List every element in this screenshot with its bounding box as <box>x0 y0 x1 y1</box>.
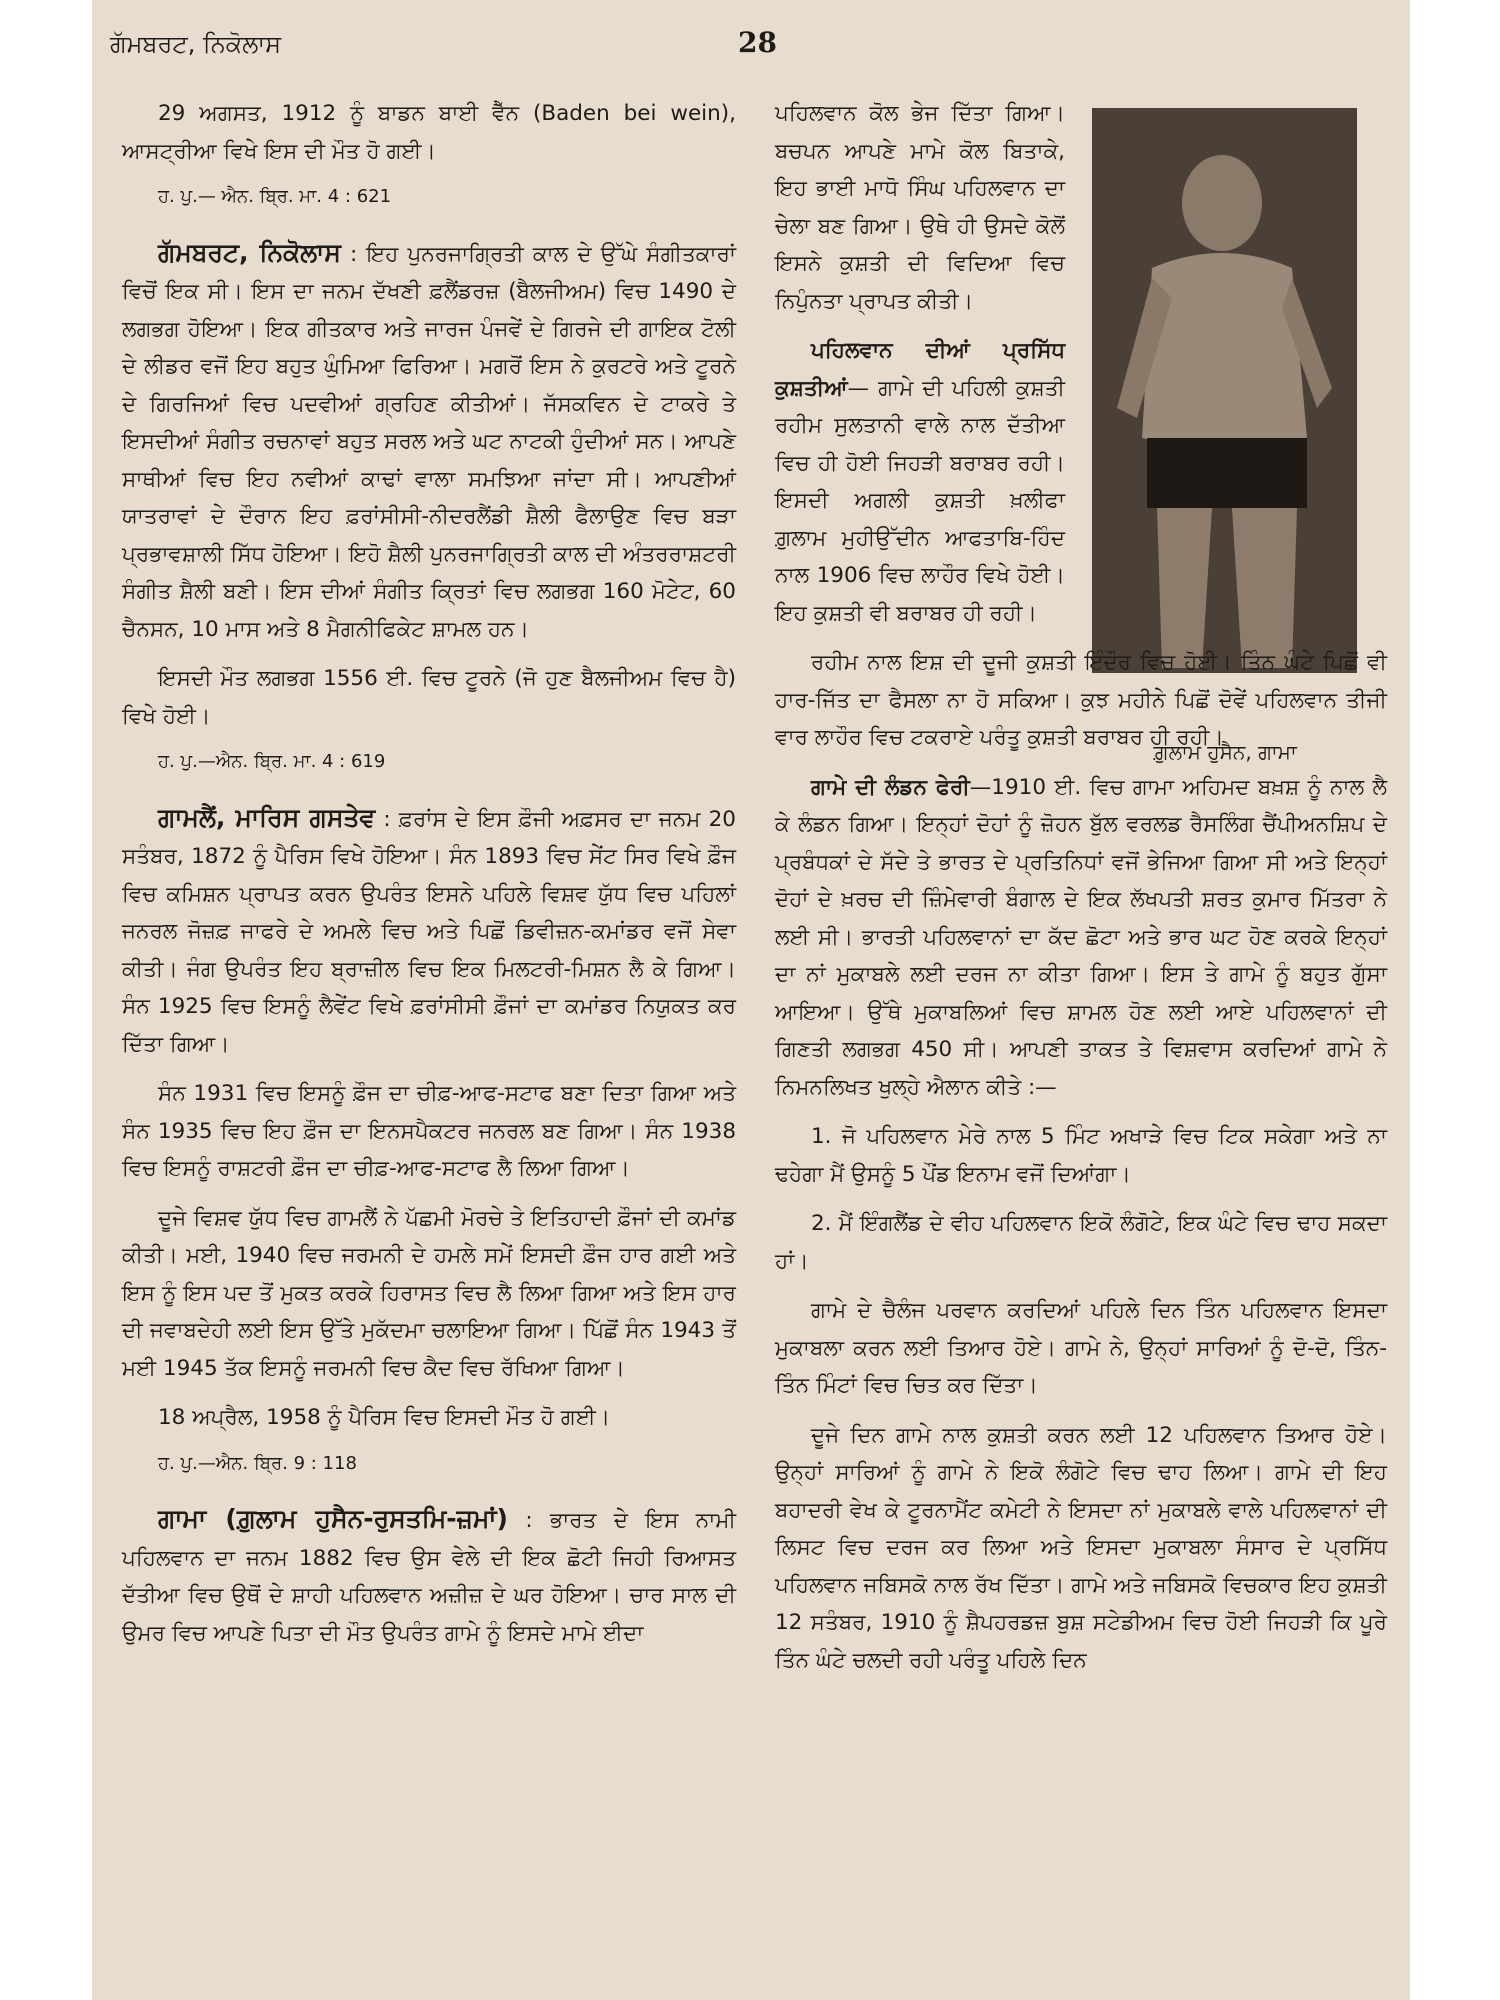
entry-text: : ਫ਼ਰਾਂਸ ਦੇ ਇਸ ਫ਼ੌਜੀ ਅਫ਼ਸਰ ਦਾ ਜਨਮ 20 ਸਤੰਬਰ, 1872 ਨੂੰ ਪੈਰਿਸ ਵਿਖੇ ਹੋਇਆ। ਸੰਨ 1893 ਵਿਚ ਸੇਂਟ ਸਿਰ ਵਿਖੇ ਫ਼ੌਜ ਵਿਚ ਕਮਿਸ਼ਨ ਪ੍ਰਾਪਤ ਕਰਨ ਉਪਰੰਤ ਇਸਨੇ ਪਹਿਲੇ ਵਿਸ਼ਵ ਯੁੱਧ ਵਿਚ ਪਹਿਲਾਂ ਜਨਰਲ ਜੋਜ਼ਫ਼ ਜਾਫਰੇ ਦੇ ਅਮਲੇ ਵਿਚ ਅਤੇ ਪਿਛੋਂ ਡਿਵੀਜ਼ਨ-ਕਮਾਂਡਰ ਵਜੋਂ ਸੇਵਾ ਕੀਤੀ। ਜੰਗ ਉਪਰੰਤ ਇਹ ਬ੍ਰਾਜ਼ੀਲ ਵਿਚ ਇਕ ਮਿਲਟਰੀ-ਮਿਸ਼ਨ ਲੈ ਕੇ ਗਿਆ। ਸੰਨ 1925 ਵਿਚ ਇਸਨੂੰ ਲੈਵੇਂਟ ਵਿਖੇ ਫ਼ਰਾਂਸੀਸੀ ਫ਼ੌਜਾਂ ਦਾ ਕਮਾਂਡਰ ਨਿਯੁਕਤ ਕਰ ਦਿੱਤਾ ਗਿਆ। <box>122 806 736 1057</box>
paragraph <box>775 332 1065 632</box>
entry-gombert <box>122 234 736 649</box>
entry-text: : ਇਹ ਪੁਨਰਜਾਗ੍ਰਿਤੀ ਕਾਲ ਦੇ ਉੱਘੇ ਸੰਗੀਤਕਾਰਾਂ ਵਿਚੋਂ ਇਕ ਸੀ। ਇਸ ਦਾ ਜਨਮ ਦੱਖਣੀ ਫ਼ਲੈਂਡਰਜ਼ (ਬੈਲਜੀਅਮ) ਵਿਚ 1490 ਦੇ ਲਗਭਗ ਹੋਇਆ। ਇਕ ਗੀਤਕਾਰ ਅਤੇ ਜਾਰਜ ਪੰਜਵੇਂ ਦੇ ਗਿਰਜੇ ਦੀ ਗਾਇਕ ਟੋਲੀ ਦੇ ਲੀਡਰ ਵਜੋਂ ਇਹ ਬਹੁਤ ਘੁੰਮਿਆ ਫਿਰਿਆ। ਮਗਰੋਂ ਇਸ ਨੇ ਕੁਰਟਰੇ ਅਤੇ ਟੂਰਨੇ ਦੇ ਗਿਰਜਿਆਂ ਵਿਚ ਪਦਵੀਆਂ ਗ੍ਰਹਿਣ ਕੀਤੀਆਂ। ਜੱਸਕਵਿਨ ਦੇ ਟਾਕਰੇ ਤੇ ਇਸਦੀਆਂ ਸੰਗੀਤ ਰਚਨਾਵਾਂ ਬਹੁਤ ਸਰਲ ਅਤੇ ਘਟ ਨਾਟਕੀ ਹੁੰਦੀਆਂ ਸਨ। ਆਪਣੇ ਸਾਥੀਆਂ ਵਿਚ ਇਹ ਨਵੀਆਂ ਕਾਢਾਂ ਵਾਲਾ ਸਮਝਿਆ ਜਾਂਦਾ ਸੀ। ਆਪਣੀਆਂ ਯਾਤਰਾਵਾਂ ਦੇ ਦੌਰਾਨ ਇਹ ਫ਼ਰਾਂਸੀਸੀ-ਨੀਦਰਲੈਂਡੀ ਸ਼ੈਲੀ ਫੈਲਾਉਣ ਵਿਚ ਬੜਾ ਪ੍ਰਭਾਵਸ਼ਾਲੀ ਸਿੱਧ ਹੋਇਆ। ਇਹੋ ਸ਼ੈਲੀ ਪੁਨਰਜਾਗ੍ਰਿਤੀ ਕਾਲ ਦੀ ਅੰਤਰਰਾਸ਼ਟਰੀ ਸੰਗੀਤ ਸ਼ੈਲੀ ਬਣੀ। ਇਸ ਦੀਆਂ ਸੰਗੀਤ ਕ੍ਰਿਤਾਂ ਵਿਚ ਲਗਭਗ 160 ਮੋਟੇਟ, 60 ਚੈਨਸਨ, 10 ਮਾਸ ਅਤੇ 8 ਮੈਗਨੀਫਿਕੇਟ ਸ਼ਾਮਲ ਹਨ। <box>122 241 736 642</box>
section-text: —1910 ਈ. ਵਿਚ ਗਾਮਾ ਅਹਿਮਦ ਬਖ਼ਸ਼ ਨੂੰ ਨਾਲ ਲੈ ਕੇ ਲੰਡਨ ਗਿਆ। ਇਨ੍ਹਾਂ ਦੋਹਾਂ ਨੂੰ ਜ਼ੋਹਨ ਬੁੱਲ ਵਰਲਡ ਰੈਸਲਿੰਗ ਚੈਂਪੀਅਨਸ਼ਿਪ ਦੇ ਪ੍ਰਬੰਧਕਾਂ ਦੇ ਸੱਦੇ ਤੇ ਭਾਰਤ ਦੇ ਪ੍ਰਤਿਨਿਧਾਂ ਵਜੋਂ ਭੇਜਿਆ ਗਿਆ ਸੀ ਅਤੇ ਇਨ੍ਹਾਂ ਦੋਹਾਂ ਦੇ ਖ਼ਰਚ ਦੀ ਜ਼ਿੰਮੇਵਾਰੀ ਬੰਗਾਲ ਦੇ ਇਕ ਲੱਖਪਤੀ ਸ਼ਰਤ ਕੁਮਾਰ ਮਿੱਤਰਾ ਨੇ ਲਈ ਸੀ। ਭਾਰਤੀ ਪਹਿਲਵਾਨਾਂ ਦਾ ਕੱਦ ਛੋਟਾ ਅਤੇ ਭਾਰ ਘਟ ਹੋਣ ਕਰਕੇ ਇਨ੍ਹਾਂ ਦਾ ਨਾਂ ਮੁਕਾਬਲੇ ਲਈ ਦਰਜ ਨਾ ਕੀਤਾ ਗਿਆ। ਇਸ ਤੇ ਗਾਮੇ ਨੂੰ ਬਹੁਤ ਗੁੱਸਾ ਆਇਆ। ਉੱਥੇ ਮੁਕਾਬਲਿਆਂ ਵਿਚ ਸ਼ਾਮਲ ਹੋਣ ਲਈ ਆਏ ਪਹਿਲਵਾਨਾਂ ਦੀ ਗਿਣਤੀ ਲਗਭਗ 450 ਸੀ। ਆਪਣੀ ਤਾਕਤ ਤੇ ਵਿਸ਼ਵਾਸ ਕਰਦਿਆਂ ਗਾਮੇ ਨੇ ਨਿਮਨਲਿਖਤ ਖੁਲ੍ਹੇ ਐਲਾਨ ਕੀਤੇ :— <box>775 774 1387 1100</box>
paragraph: 29 ਅਗਸਤ, 1912 ਨੂੰ ਬਾਡਨ ਬਾਈ ਵੈੱਨ (Baden bei wein), ਆਸਟ੍ਰੀਆ ਵਿਖੇ ਇਸ ਦੀ ਮੌਤ ਹੋ ਗਈ। <box>122 101 736 164</box>
reference: ਹ. ਪੁ.— ਐਨ. ਬ੍ਰਿ. ਮਾ. 4 : 621 <box>158 186 392 207</box>
paragraph: ਦੂਜੇ ਵਿਸ਼ਵ ਯੁੱਧ ਵਿਚ ਗਾਮਲੈਂ ਨੇ ਪੱਛਮੀ ਮੋਰਚੇ ਤੇ ਇਤਿਹਾਦੀ ਫ਼ੌਜਾਂ ਦੀ ਕਮਾਂਡ ਕੀਤੀ। ਮਈ, 1940 ਵਿਚ ਜਰਮਨੀ ਦੇ ਹਮਲੇ ਸਮੇਂ ਇਸਦੀ ਫ਼ੌਜ ਹਾਰ ਗਈ ਅਤੇ ਇਸ ਨੂੰ ਇਸ ਪਦ ਤੋਂ ਮੁਕਤ ਕਰਕੇ ਹਿਰਾਸਤ ਵਿਚ ਲੈ ਲਿਆ ਗਿਆ ਅਤੇ ਇਸ ਹਾਰ ਦੀ ਜਵਾਬਦੇਹੀ ਲਈ ਇਸ ਉੱਤੇ ਮੁਕੱਦਮਾ ਚਲਾਇਆ ਗਿਆ। ਪਿੱਛੋਂ ਸੰਨ 1943 ਤੋਂ ਮਈ 1945 ਤੱਕ ਇਸਨੂੰ ਜਰਮਨੀ ਵਿਚ ਕੈਦ ਵਿਚ ਰੱਖਿਆ ਗਿਆ। <box>122 1205 736 1381</box>
section-text: — ਗਾਮੇ ਦੀ ਪਹਿਲੀ ਕੁਸ਼ਤੀ ਰਹੀਮ ਸੁਲਤਾਨੀ ਵਾਲੇ ਨਾਲ ਦੱਤੀਆ ਵਿਚ ਹੀ ਹੋਈ ਜਿਹੜੀ ਬਰਾਬਰ ਰਹੀ। ਇਸਦੀ ਅਗਲੀ ਕੁਸ਼ਤੀ ਖ਼ਲੀਫਾ ਗ਼ੁਲਾਮ ਮੁਹੀਉੱਦੀਨ ਆਫਤਾਬਿ-ਹਿੰਦ ਨਾਲ 1906 ਵਿਚ ਲਾਹੌਰ ਵਿਖੇ ਹੋਈ। ਇਹ ਕੁਸ਼ਤੀ ਵੀ ਬਰਾਬਰ ਹੀ ਰਹੀ। <box>775 375 1065 626</box>
entry-headword: ਗਾਮਲੈਂ, ਮਾਰਿਸ ਗਸਤੇਵ <box>158 802 376 832</box>
right-column <box>775 95 1387 1691</box>
reference: ਹ. ਪੁ.—ਐਨ. ਬ੍ਰਿ. ਮਾ. 4 : 619 <box>158 751 386 772</box>
left-column <box>122 95 736 1664</box>
paragraph: ਇਸਦੀ ਮੌਤ ਲਗਭਗ 1556 ਈ. ਵਿਚ ਟੂਰਨੇ (ਜੋ ਹੁਣ ਬੈਲਜੀਅਮ ਵਿਚ ਹੈ) ਵਿਖੇ ਹੋਈ। <box>122 666 736 729</box>
section-heading: ਪਹਿਲਵਾਨ ਦੀਆਂ ਪ੍ਰਸਿੱਧ ਕੁਸ਼ਤੀਆਂ <box>775 338 1065 401</box>
running-head: ਗੱਮਬਰਟ, ਨਿਕੋਲਾਸ <box>110 30 282 58</box>
paragraph: ਦੂਜੇ ਦਿਨ ਗਾਮੇ ਨਾਲ ਕੁਸ਼ਤੀ ਕਰਨ ਲਈ 12 ਪਹਿਲਵਾਨ ਤਿਆਰ ਹੋਏ। ਉਨ੍ਹਾਂ ਸਾਰਿਆਂ ਨੂੰ ਗਾਮੇ ਨੇ ਇਕੋ ਲੰਗੋਟੇ ਵਿਚ ਢਾਹ ਲਿਆ। ਗਾਮੇ ਦੀ ਇਹ ਬਹਾਦਰੀ ਵੇਖ ਕੇ ਟੂਰਨਾਮੈਂਟ ਕਮੇਟੀ ਨੇ ਇਸਦਾ ਨਾਂ ਮੁਕਾਬਲੇ ਵਾਲੇ ਪਹਿਲਵਾਨਾਂ ਦੀ ਲਿਸਟ ਵਿਚ ਦਰਜ ਕਰ ਲਿਆ ਅਤੇ ਇਸਦਾ ਮੁਕਾਬਲਾ ਸੰਸਾਰ ਦੇ ਪ੍ਰਸਿੱਧ ਪਹਿਲਵਾਨ ਜਬਿਸਕੋ ਨਾਲ ਰੱਖ ਦਿੱਤਾ। ਗਾਮੇ ਅਤੇ ਜਬਿਸਕੋ ਵਿਚਕਾਰ ਇਹ ਕੁਸ਼ਤੀ 12 ਸਤੰਬਰ, 1910 ਨੂੰ ਸ਼ੈਪਹਰਡਜ਼ ਬੁਸ਼ ਸਟੇਡੀਅਮ ਵਿਚ ਹੋਈ ਜਿਹੜੀ ਕਿ ਪੂਰੇ ਤਿੰਨ ਘੰਟੇ ਚਲਦੀ ਰਹੀ ਪਰੰਤੂ ਪਹਿਲੇ ਦਿਨ <box>775 1422 1387 1673</box>
page-header <box>110 26 1400 70</box>
reference: ਹ. ਪੁ.—ਐਨ. ਬ੍ਰਿ. 9 : 118 <box>158 1452 357 1474</box>
entry-text: : ਭਾਰਤ ਦੇ ਇਸ ਨਾਮੀ ਪਹਿਲਵਾਨ ਦਾ ਜਨਮ 1882 ਵਿਚ ਉਸ ਵੇਲੇ ਦੀ ਇਕ ਛੋਟੀ ਜਿਹੀ ਰਿਆਸਤ ਦੱਤੀਆ ਵਿਚ ਉਥੋਂ ਦੇ ਸ਼ਾਹੀ ਪਹਿਲਵਾਨ ਅਜ਼ੀਜ਼ ਦੇ ਘਰ ਹੋਇਆ। ਚਾਰ ਸਾਲ ਦੀ ਉਮਰ ਵਿਚ ਆਪਣੇ ਪਿਤਾ ਦੀ ਮੌਤ ਉਪਰੰਤ ਗਾਮੇ ਨੂੰ ਇਸਦੇ ਮਾਮੇ ਈਦਾ <box>122 1508 737 1646</box>
section-heading: ਗਾਮੇ ਦੀ ਲੰਡਨ ਫੇਰੀ <box>811 774 970 800</box>
paragraph: 18 ਅਪ੍ਰੈਲ, 1958 ਨੂੰ ਪੈਰਿਸ ਵਿਚ ਇਸਦੀ ਮੌਤ ਹੋ ਗਈ। <box>158 1405 611 1430</box>
paragraph: ਸੰਨ 1931 ਵਿਚ ਇਸਨੂੰ ਫ਼ੌਜ ਦਾ ਚੀਫ਼-ਆਫ-ਸਟਾਫ ਬਣਾ ਦਿਤਾ ਗਿਆ ਅਤੇ ਸੰਨ 1935 ਵਿਚ ਇਹ ਫ਼ੌਜ ਦਾ ਇਨਸਪੈਕਟਰ ਜਨਰਲ ਬਣ ਗਿਆ। ਸੰਨ 1938 ਵਿਚ ਇਸਨੂੰ ਰਾਸ਼ਟਰੀ ਫ਼ੌਜ ਦਾ ਚੀਫ਼-ਆਫ-ਸਟਾਫ ਲੈ ਲਿਆ ਗਿਆ। <box>122 1081 736 1181</box>
list-item: 2. ਮੈਂ ਇੰਗਲੈਂਡ ਦੇ ਵੀਹ ਪਹਿਲਵਾਨ ਇਕੋ ਲੰਗੋਟੇ, ਇਕ ਘੰਟੇ ਵਿਚ ਢਾਹ ਸਕਦਾ ਹਾਂ। <box>775 1211 1387 1274</box>
entry-gamelin <box>122 799 736 1064</box>
paragraph: ਪਹਿਲਵਾਨ ਕੋਲ ਭੇਜ ਦਿੱਤਾ ਗਿਆ। ਬਚਪਨ ਆਪਣੇ ਮਾਮੇ ਕੋਲ ਬਿਤਾਕੇ, ਇਹ ਭਾਈ ਮਾਧੋ ਸਿੰਘ ਪਹਿਲਵਾਨ ਦਾ ਚੇਲਾ ਬਣ ਗਿਆ। ਉਥੇ ਹੀ ਉਸਦੇ ਕੋਲੋਂ ਇਸਨੇ ਕੁਸ਼ਤੀ ਦੀ ਵਿਦਿਆ ਵਿਚ ਨਿਪੁੰਨਤਾ ਪ੍ਰਾਪਤ ਕੀਤੀ। <box>775 101 1065 314</box>
photo-caption: ਗ਼ੁਲਾਮ ਹੁਸੈਨ, ਗਾਮਾ <box>1153 740 1297 764</box>
page-number: 28 <box>738 26 777 59</box>
list-item: 1. ਜੋ ਪਹਿਲਵਾਨ ਮੇਰੇ ਨਾਲ 5 ਮਿੰਟ ਅਖਾੜੇ ਵਿਚ ਟਿਕ ਸਕੇਗਾ ਅਤੇ ਨਾ ਢਹੇਗਾ ਮੈਂ ਉਸਨੂੰ 5 ਪੌਂਡ ਇਨਾਮ ਵਜੋਂ ਦਿਆਂਗਾ। <box>775 1124 1387 1187</box>
paragraph: ਗਾਮੇ ਦੇ ਚੈਲੰਜ ਪਰਵਾਨ ਕਰਦਿਆਂ ਪਹਿਲੇ ਦਿਨ ਤਿੰਨ ਪਹਿਲਵਾਨ ਇਸਦਾ ਮੁਕਾਬਲਾ ਕਰਨ ਲਈ ਤਿਆਰ ਹੋਏ। ਗਾਮੇ ਨੇ, ਉਨ੍ਹਾਂ ਸਾਰਿਆਂ ਨੂੰ ਦੋ-ਦੋ, ਤਿੰਨ-ਤਿੰਨ ਮਿੰਟਾਂ ਵਿਚ ਚਿਤ ਕਰ ਦਿੱਤਾ। <box>775 1298 1387 1398</box>
entry-headword: ਗੱਮਬਰਟ, ਨਿਕੋਲਾਸ <box>158 237 341 267</box>
entry-gama <box>122 1500 736 1652</box>
text-beside-photo <box>775 95 1065 632</box>
paragraph <box>775 769 1387 1107</box>
paragraph: ਰਹੀਮ ਨਾਲ ਇਸ਼ ਦੀ ਦੂਜੀ ਕੁਸ਼ਤੀ ਇੰਦੌਰ ਵਿਚ ਹੋਈ। ਤਿੰਨ ਘੰਟੇ ਪਿਛੋਂ ਵੀ ਹਾਰ-ਜਿੱਤ ਦਾ ਫੈਸਲਾ ਨਾ ਹੋ ਸਕਿਆ। ਕੁਝ ਮਹੀਨੇ ਪਿਛੋਂ ਦੋਵੇਂ ਪਹਿਲਵਾਨ ਤੀਜੀ ਵਾਰ ਲਾਹੌਰ ਵਿਚ ਟਕਰਾਏ ਪਰੰਤੂ ਕੁਸ਼ਤੀ ਬਰਾਬਰ ਹੀ ਰਹੀ। <box>775 650 1387 750</box>
entry-headword: ਗਾਮਾ (ਗ਼ੁਲਾਮ ਹੁਸੈਨ-ਰੁਸਤਮਿ-ਜ਼ਮਾਂ) <box>158 1504 508 1533</box>
